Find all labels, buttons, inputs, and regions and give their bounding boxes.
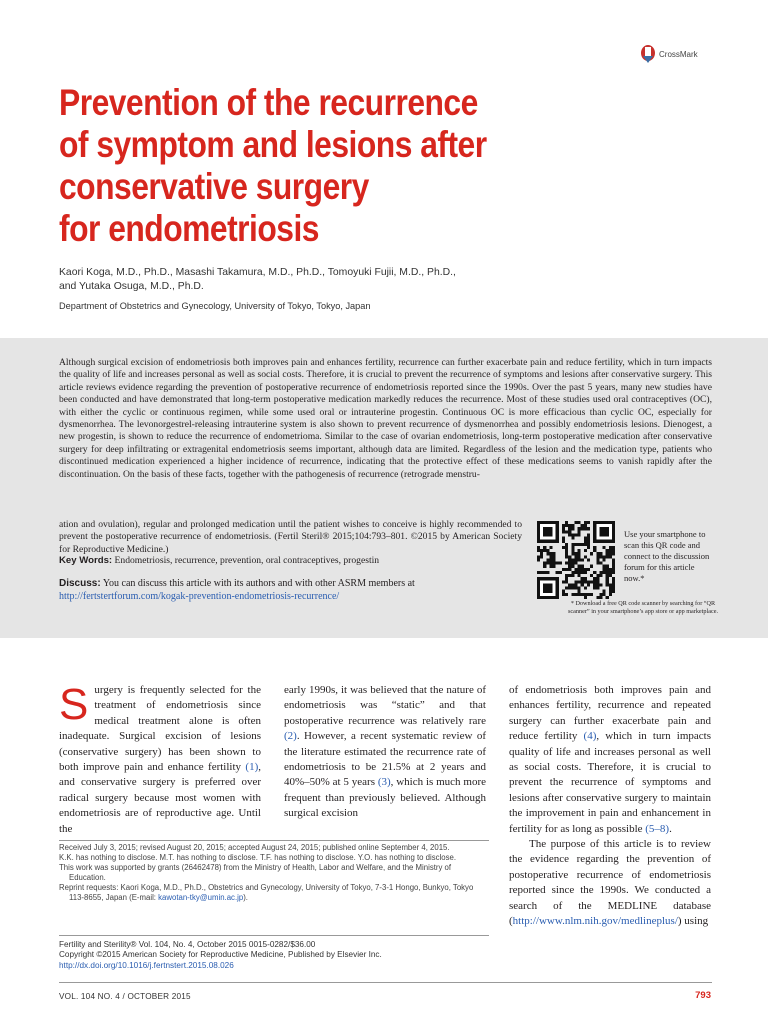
discuss-link[interactable]: http://fertstertforum.com/kogak-prevention-endometriosis-recurrence/ — [59, 591, 340, 602]
abstract-text: Although surgical excision of endometriosis both improves pain and enhances fertility, recurrence can further exacerbate pain and reduce fertility, which in turn impacts the quality of life and increases personal as well as social costs. Therefore, it is crucial to prevent the recurrence of symptoms and lesions after conservative surgery. This article reviews evidence regarding the prevention of postoperative recurrence of endometriosis reported since the 1990s. Over the past 5 years, many new studies have been conducted and have demonstrated that long-term postoperative medication markedly reduces the recurrence. Most of these studies used oral contraceptives (OC), with either the cyclic or continuous regimen, while some used oral or intrauterine progestin. Continuous OC is more efficacious than cyclic OC, especially for dysmenorrhea. The levonorgestrel-releasing intrauterine system is also shown to prevent recurrence of dysmenorrhea and possibly endometriosis lesions. Dienogest, a new progestin, is shown to reduce the recurrence of endometrioma. Similar to the case of ovarian endometriosis, long-term postoperative medication after conservative surgery for deep infiltrating or extragenital endometriosis seems important, although data are limited. Regardless of the lesion and the medication type, patients who discontinued medication experienced a higher incidence of recurrence, indicating that the protective effect of these medications seems to vanish rapidly after the discontinuation. On the basis of these facts, together with the pathogenesis of recurrence (retrograde menstru- — [59, 357, 712, 480]
crossmark-label: CrossMark — [659, 49, 698, 59]
discuss-block — [59, 577, 529, 603]
qr-instructions: Use your smartphone to scan this QR code and connect to the discussion forum for this article now.* — [624, 529, 710, 583]
author-line: and Yutaka Osuga, M.D., Ph.D. — [59, 281, 204, 292]
body-column-2 — [284, 683, 486, 822]
issue-info: VOL. 104 NO. 4 / OCTOBER 2015 — [59, 992, 191, 1001]
title-line: conservative surgery — [59, 166, 369, 207]
journal-line: Fertility and Sterility® Vol. 104, No. 4, October 2015 0015-0282/$36.00 — [59, 940, 316, 949]
medline-link[interactable]: http://www.nlm.nih.gov/medlineplus/ — [512, 915, 678, 928]
body-text: The purpose of this article is to review the evidence regarding the prevention of postoperative recurrence of endometriosis reported since the 1990s. We conducted a search of the MEDLINE database ( — [509, 838, 711, 928]
reprint-text: Reprint requests: Kaori Koga, M.D., Ph.D., Obstetrics and Gynecology, University of Tokyo, 7-3-1 Hongo, Bunkyo, Tokyo 113-8655, Japan (E-mail: — [59, 883, 474, 902]
body-column-3 — [509, 683, 711, 930]
keywords-text: Endometriosis, recurrence, prevention, oral contraceptives, progestin — [114, 555, 380, 566]
body-text: of endometriosis both improves pain and enhances fertility, recurrence and repeated surgery can further exacerbate pain and reduce fertility — [509, 684, 711, 743]
discuss-text: You can discuss this article with its authors and with other ASRM members at — [102, 578, 415, 589]
discuss-label: Discuss: — [59, 578, 101, 589]
reference-link[interactable]: (4) — [583, 730, 597, 743]
body-text: , which in turn impacts quality of life and increases personal as well as social costs. Therefore, it is crucial to prevent the recurrence of symptoms and lesions after conservative surgery to maintain the improvement in pain and enhancement in fertility for as long as possible — [509, 730, 711, 835]
qr-code[interactable] — [537, 521, 615, 599]
journal-info — [59, 940, 489, 971]
title-line: for endometriosis — [59, 208, 319, 249]
crossmark-icon — [640, 44, 656, 64]
reference-link[interactable]: (2) — [284, 730, 297, 743]
author-line: Kaori Koga, M.D., Ph.D., Masashi Takamura, M.D., Ph.D., Tomoyuki Fujii, M.D., Ph.D., — [59, 267, 456, 278]
body-text: . However, a recent systematic review of the literature estimated the recurrence rate of endometriosis to be 21.5% at 2 years and 40%–50% at 5 years — [284, 730, 486, 789]
abstract-text-tail: ation and ovulation), regular and prolonged medication until the patient wishes to conceive is highly recommended to prevent the postoperative recurrence of endometriosis. (Fertil Steril® 2015;104:793–801. ©2015 by American Society for Reproductive Medicine.) — [59, 519, 522, 555]
grant-note: This work was supported by grants (26462478) from the Ministry of Health, Labor and Welfare, and the Ministry of Education. — [59, 863, 452, 882]
reference-link[interactable]: (5–8) — [645, 822, 670, 835]
title-line: Prevention of the recurrence — [59, 82, 478, 123]
journal-divider — [59, 935, 489, 936]
body-text: early 1990s, it was believed that the nature of endometriosis was “static” and that postoperative recurrence was relatively rare — [284, 684, 486, 727]
keywords-label: Key Words: — [59, 555, 113, 566]
body-text: ) using — [677, 915, 709, 928]
reference-link[interactable]: (1) — [245, 761, 259, 774]
footer-divider — [59, 982, 712, 983]
body-text: . — [669, 822, 672, 835]
footnotes — [59, 843, 489, 903]
body-text: , and conservative surgery is preferred over radical surgery because most women with endometriosis are of reproductive age. Until the — [59, 761, 261, 835]
footnote-divider — [59, 840, 489, 841]
affiliation: Department of Obstetrics and Gynecology, University of Tokyo, Tokyo, Japan — [59, 301, 371, 311]
qr-footnote: * Download a free QR code scanner by searching for “QR scanner” in your smartphone’s app store or app marketplace. — [568, 600, 718, 615]
body-column-1 — [59, 680, 261, 837]
title-line: of symptom and lesions after — [59, 124, 487, 165]
reference-link[interactable]: (3) — [377, 776, 391, 789]
email-link[interactable]: kawotan-tky@umin.ac.jp — [158, 893, 244, 902]
crossmark-badge[interactable] — [640, 44, 698, 64]
body-text: , which is much more frequent than previously believed. Although surgical excision — [284, 776, 486, 820]
doi-link[interactable]: http://dx.doi.org/10.1016/j.fertnstert.2015.08.026 — [59, 960, 234, 970]
reprint-text-end: ). — [243, 893, 248, 902]
article-title — [59, 82, 506, 250]
keywords — [59, 555, 529, 567]
copyright-line: Copyright ©2015 American Society for Reproductive Medicine, Published by Elsevier Inc. — [59, 950, 382, 960]
reprint-requests — [59, 883, 489, 903]
body-text: urgery is frequently selected for the treatment of endometriosis since medical treatment alone is often inadequate. Surgical excision of lesions (conservative surgery) has been shown to both improve pain and enhance fertility — [59, 684, 261, 774]
disclosure: K.K. has nothing to disclose. M.T. has nothing to disclose. T.F. has nothing to disclose. Y.O. has nothing to disclose. — [59, 853, 457, 862]
author-list — [59, 266, 456, 294]
page-number: 793 — [695, 990, 711, 1001]
received-dates: Received July 3, 2015; revised August 20, 2015; accepted August 24, 2015; published online September 4, 2015. — [59, 843, 450, 852]
drop-cap: S — [59, 680, 89, 729]
